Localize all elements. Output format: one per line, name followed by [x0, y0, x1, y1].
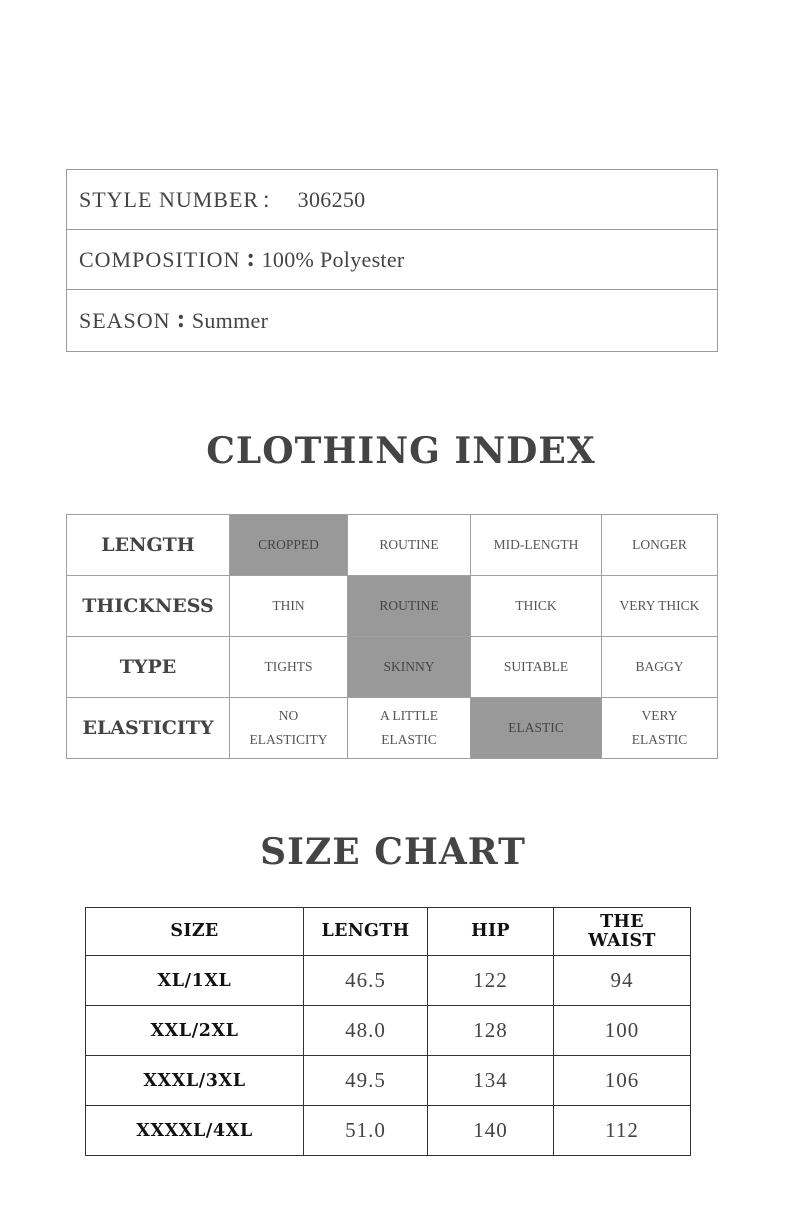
measurement-cell: 128: [428, 1006, 554, 1056]
size-chart-header-row: [86, 908, 691, 956]
index-option: ROUTINE: [348, 515, 471, 576]
size-cell: XXL/2XL: [86, 1006, 304, 1056]
season-label: SEASON: [79, 307, 171, 333]
measurement-cell: 140: [428, 1106, 554, 1156]
composition-separator: :: [246, 242, 256, 272]
index-row-type: [67, 637, 718, 698]
header-waist: THE WAIST: [554, 908, 691, 956]
header-size: SIZE: [86, 908, 304, 956]
size-row: [86, 1106, 691, 1156]
index-option-selected: SKINNY: [348, 637, 471, 698]
style-number-separator: ：: [261, 188, 284, 213]
index-option: MID-LENGTH: [471, 515, 602, 576]
index-option: BAGGY: [602, 637, 718, 698]
index-option: SUITABLE: [471, 637, 602, 698]
index-option: THICK: [471, 576, 602, 637]
index-option-selected: ELASTIC: [471, 698, 602, 759]
season-row: [67, 290, 717, 351]
index-option: A LITTLE ELASTIC: [348, 698, 471, 759]
measurement-cell: 134: [428, 1056, 554, 1106]
composition-row: [67, 230, 717, 290]
header-hip: HIP: [428, 908, 554, 956]
index-option: THIN: [230, 576, 348, 637]
index-option: NO ELASTICITY: [230, 698, 348, 759]
index-option: TIGHTS: [230, 637, 348, 698]
measurement-cell: 48.0: [304, 1006, 428, 1056]
index-row-elasticity: [67, 698, 718, 759]
measurement-cell: 122: [428, 956, 554, 1006]
style-number-row: [67, 170, 717, 230]
size-chart-title: SIZE CHART: [260, 831, 526, 873]
size-chart-table: [85, 907, 691, 1156]
index-option-selected: ROUTINE: [348, 576, 471, 637]
style-number-label: STYLE NUMBER: [79, 186, 260, 212]
index-row-label: TYPE: [67, 637, 230, 698]
season-separator: :: [176, 303, 186, 333]
composition-value: 100% Polyester: [261, 246, 405, 272]
index-option: VERY ELASTIC: [602, 698, 718, 759]
style-number-value: 306250: [297, 186, 366, 212]
measurement-cell: 100: [554, 1006, 691, 1056]
header-length: LENGTH: [304, 908, 428, 956]
clothing-index-title: CLOTHING INDEX: [206, 430, 596, 472]
index-row-label: ELASTICITY: [67, 698, 230, 759]
season-value: Summer: [191, 307, 269, 333]
composition-label: COMPOSITION: [79, 246, 241, 272]
index-row-length: [67, 515, 718, 576]
size-cell: XXXXL/4XL: [86, 1106, 304, 1156]
index-row-thickness: [67, 576, 718, 637]
index-option: VERY THICK: [602, 576, 718, 637]
size-row: [86, 1006, 691, 1056]
size-row: [86, 956, 691, 1006]
measurement-cell: 51.0: [304, 1106, 428, 1156]
measurement-cell: 112: [554, 1106, 691, 1156]
size-row: [86, 1056, 691, 1106]
index-option: LONGER: [602, 515, 718, 576]
size-cell: XL/1XL: [86, 956, 304, 1006]
size-cell: XXXL/3XL: [86, 1056, 304, 1106]
measurement-cell: 46.5: [304, 956, 428, 1006]
index-option-selected: CROPPED: [230, 515, 348, 576]
index-row-label: LENGTH: [67, 515, 230, 576]
measurement-cell: 94: [554, 956, 691, 1006]
measurement-cell: 106: [554, 1056, 691, 1106]
clothing-index-table: [66, 514, 718, 759]
measurement-cell: 49.5: [304, 1056, 428, 1106]
product-info-box: [66, 169, 718, 352]
index-row-label: THICKNESS: [67, 576, 230, 637]
